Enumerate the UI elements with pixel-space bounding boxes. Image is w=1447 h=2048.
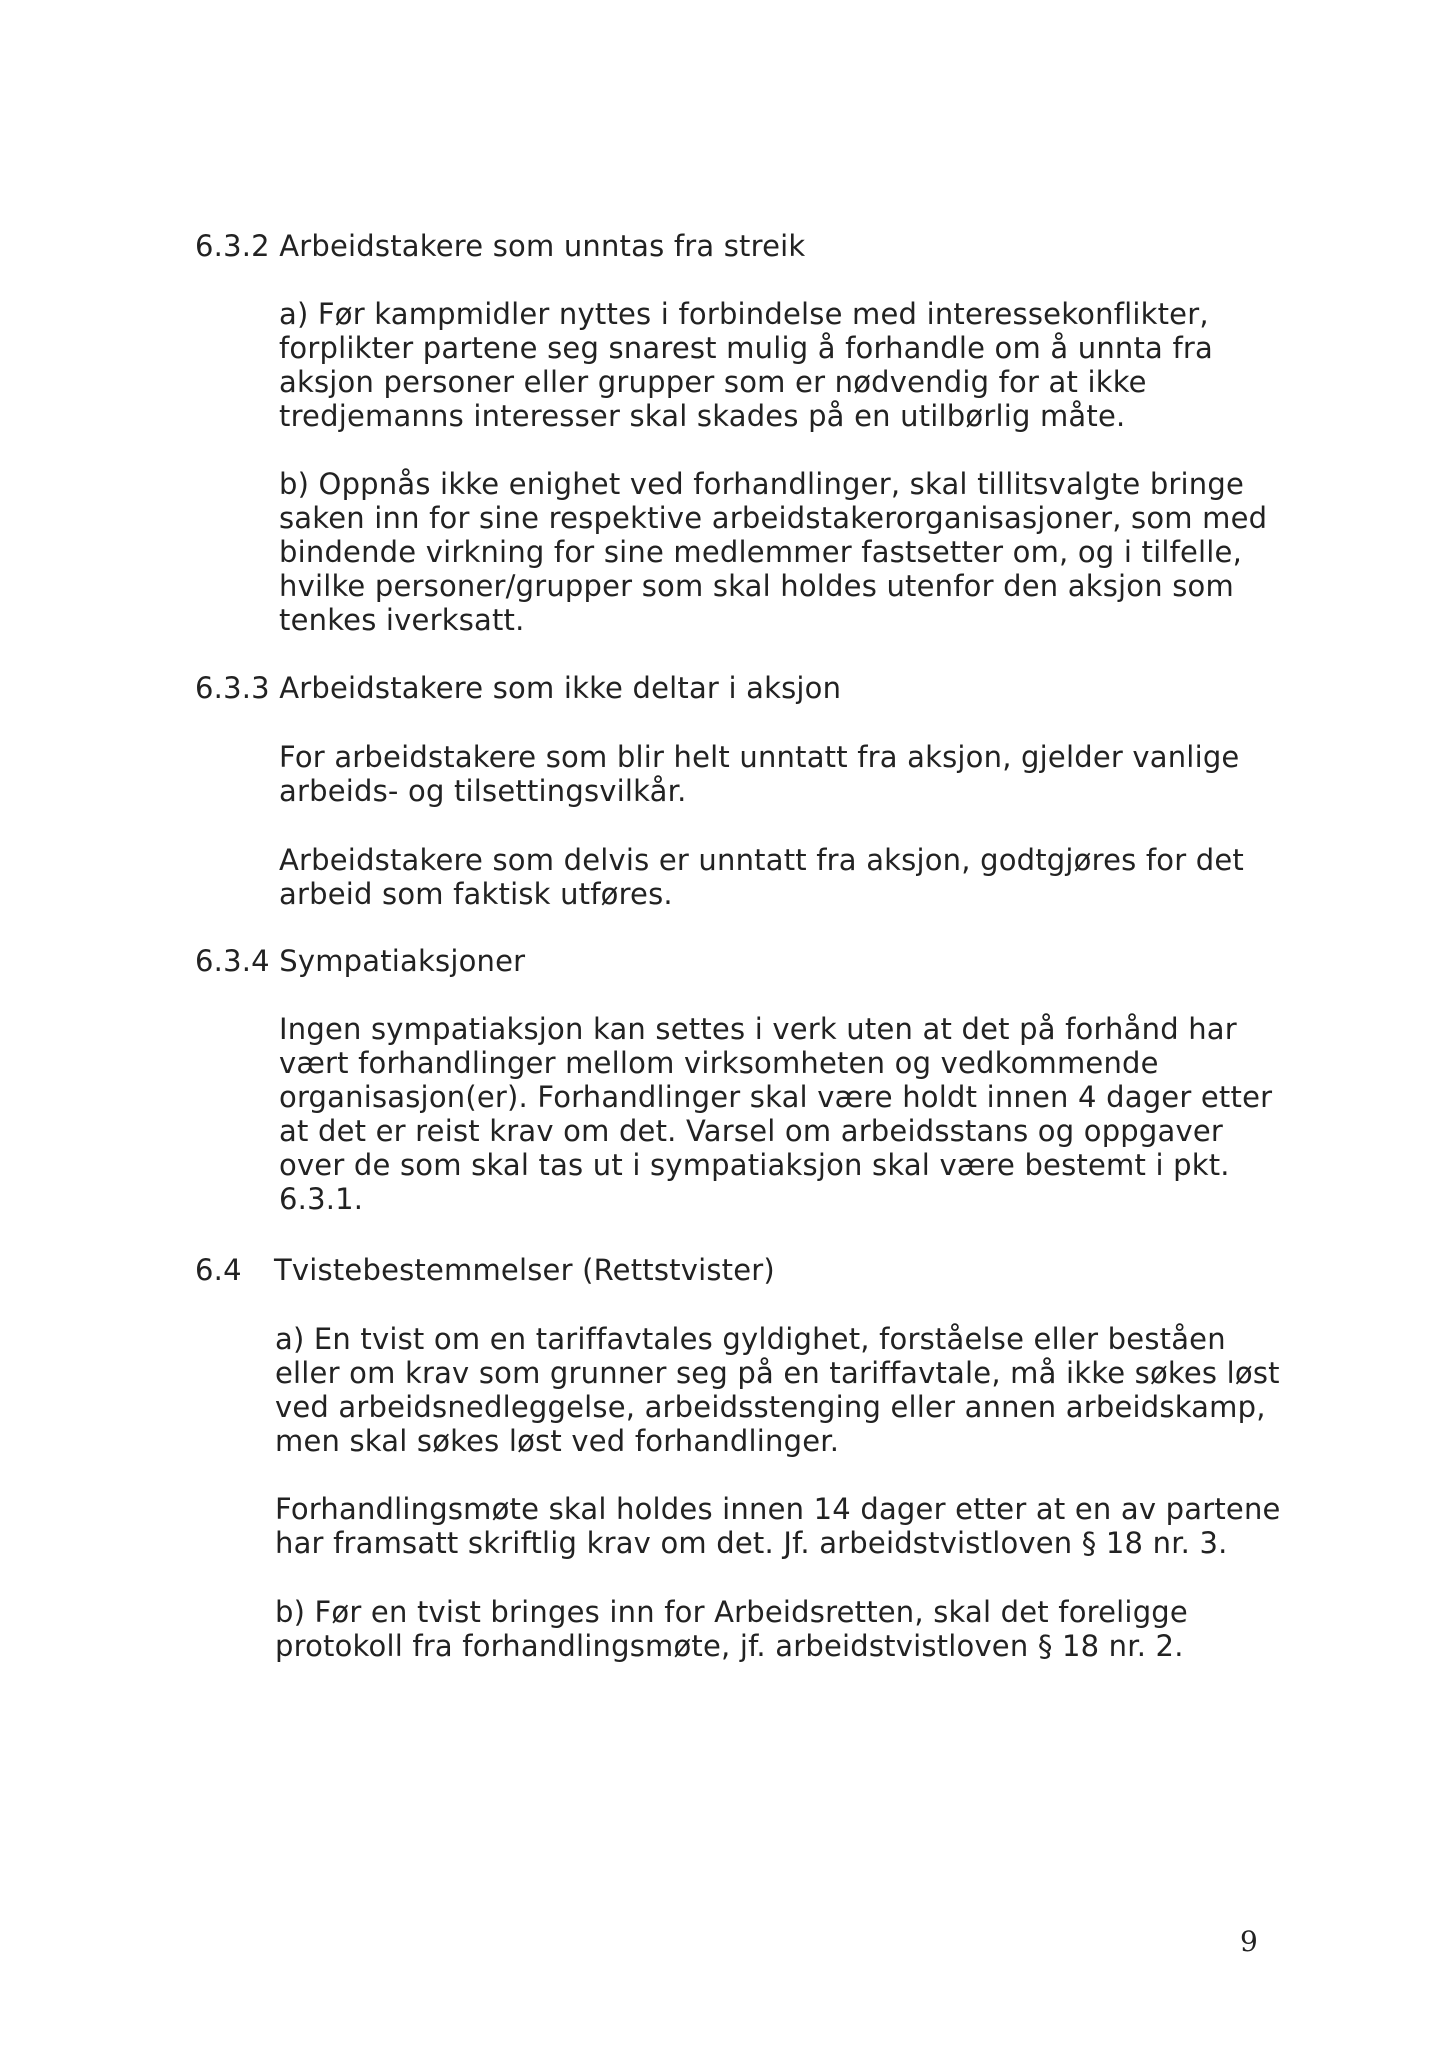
section-heading-6-3-3 [195, 671, 841, 705]
paragraph [279, 1012, 1272, 1216]
section-number: 6.3.3 [195, 671, 270, 705]
text-line: saken inn for sine respektive arbeidstakerorganisasjoner, som med [279, 501, 1268, 535]
section-heading-6-4 [195, 1253, 775, 1287]
section-title: Tvistebestemmelser (Rettstvister) [274, 1253, 775, 1287]
section-title: Arbeidstakere som unntas fra streik [279, 229, 806, 263]
text-line: arbeids- og tilsettingsvilkår. [279, 774, 687, 808]
paragraph [275, 1595, 1188, 1663]
text-line: tenkes iverksatt. [279, 603, 525, 637]
text-line: Arbeidstakere som delvis er unntatt fra aksjon, godtgjøres for det [279, 843, 1244, 877]
section-number: 6.4 [195, 1253, 242, 1287]
text-line: protokoll fra forhandlingsmøte, jf. arbeidstvistloven § 18 nr. 2. [275, 1629, 1184, 1663]
text-line: bindende virkning for sine medlemmer fastsetter om, og i tilfelle, [279, 535, 1243, 569]
paragraph [279, 740, 1239, 808]
paragraph [279, 467, 1267, 637]
text-line: arbeid som faktisk utføres. [279, 877, 673, 911]
text-line: b) Oppnås ikke enighet ved forhandlinger, skal tillitsvalgte bringe [279, 467, 1245, 501]
paragraph [275, 1322, 1280, 1458]
paragraph [279, 843, 1244, 911]
text-line: For arbeidstakere som blir helt unntatt fra aksjon, gjelder vanlige [279, 740, 1240, 774]
paragraph [275, 1492, 1281, 1560]
text-line: aksjon personer eller grupper som er nødvendig for at ikke [279, 365, 1147, 399]
text-line: forplikter partene seg snarest mulig å forhandle om å unnta fra [279, 331, 1213, 365]
text-line: Forhandlingsmøte skal holdes innen 14 dager etter at en av partene [275, 1492, 1281, 1526]
text-line: Ingen sympatiaksjon kan settes i verk uten at det på forhånd har [279, 1012, 1237, 1046]
text-line: at det er reist krav om det. Varsel om arbeidsstans og oppgaver [279, 1114, 1224, 1148]
text-line: men skal søkes løst ved forhandlinger. [275, 1424, 840, 1458]
text-line: organisasjon(er). Forhandlinger skal være holdt innen 4 dager etter [279, 1080, 1273, 1114]
text-line: b) Før en tvist bringes inn for Arbeidsretten, skal det foreligge [275, 1595, 1188, 1629]
text-line: eller om krav som grunner seg på en tariffavtale, må ikke søkes løst [275, 1356, 1280, 1390]
text-line: 6.3.1. [279, 1182, 364, 1216]
text-line: ved arbeidsnedleggelse, arbeidsstenging eller annen arbeidskamp, [275, 1390, 1266, 1424]
section-number: 6.3.4 [195, 944, 270, 978]
section-number: 6.3.2 [195, 229, 270, 263]
section-title: Sympatiaksjoner [279, 944, 526, 978]
text-line: har framsatt skriftlig krav om det. Jf. arbeidstvistloven § 18 nr. 3. [275, 1526, 1228, 1560]
text-line: vært forhandlinger mellom virksomheten og vedkommende [279, 1046, 1159, 1080]
text-line: a) Før kampmidler nyttes i forbindelse med interessekonflikter, [279, 297, 1209, 331]
paragraph [279, 297, 1213, 433]
text-line: hvilke personer/grupper som skal holdes utenfor den aksjon som [279, 569, 1234, 603]
section-heading-6-3-2 [195, 229, 805, 263]
section-heading-6-3-4 [195, 944, 525, 978]
text-line: tredjemanns interesser skal skades på en utilbørlig måte. [279, 399, 1126, 433]
text-line: a) En tvist om en tariffavtales gyldighet, forståelse eller beståen [275, 1322, 1226, 1356]
section-title: Arbeidstakere som ikke deltar i aksjon [279, 671, 842, 705]
page-number: 9 [1240, 1925, 1258, 1958]
text-line: over de som skal tas ut i sympatiaksjon skal være bestemt i pkt. [279, 1148, 1230, 1182]
